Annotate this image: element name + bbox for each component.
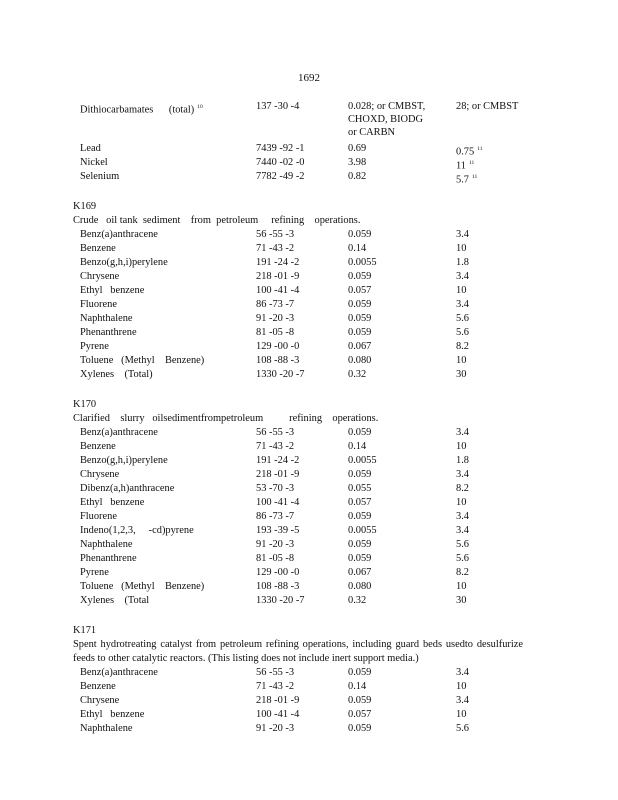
cas-number: 56 -55 -3 <box>256 667 295 678</box>
constituent-name: Benzene <box>80 243 116 254</box>
nonwastewater-standard: 3.4 <box>456 299 469 310</box>
waste-code: K171 <box>73 625 97 636</box>
cas-number: 137 -30 -4 <box>256 101 300 112</box>
constituent-name: Xylenes (Total <box>80 595 150 606</box>
cas-number: 191 -24 -2 <box>256 455 300 466</box>
cas-number: 86 -73 -7 <box>256 299 295 310</box>
nonwastewater-standard: 3.4 <box>456 667 469 678</box>
nonwastewater-standard: 3.4 <box>456 511 469 522</box>
nonwastewater-standard: 5.6 <box>456 539 469 550</box>
waste-description: Crude oil tank sediment from petroleum refining operations. <box>73 215 361 226</box>
nonwastewater-standard: 5.6 <box>456 327 469 338</box>
cas-number: 129 -00 -0 <box>256 567 300 578</box>
constituent-name: Selenium <box>80 171 120 182</box>
wastewater-standard: 0.059 <box>348 427 372 438</box>
table-row <box>73 326 543 340</box>
constituent-name: Naphthalene <box>80 313 133 324</box>
table-row <box>73 666 543 680</box>
constituent-name: Nickel <box>80 157 108 168</box>
constituent-name: Benzene <box>80 681 116 692</box>
cas-number: 193 -39 -5 <box>256 525 300 536</box>
table-row <box>73 594 543 608</box>
wastewater-standard: 0.059 <box>348 299 372 310</box>
wastewater-standard: 0.059 <box>348 553 372 564</box>
table-row <box>73 270 543 284</box>
table-row <box>73 552 543 566</box>
constituent-name: Ethyl benzene <box>80 497 145 508</box>
constituent-name: Xylenes (Total) <box>80 369 153 380</box>
regulation-table <box>73 100 543 736</box>
nonwastewater-standard: 10 <box>456 681 467 692</box>
nonwastewater-standard: 3.4 <box>456 271 469 282</box>
wastewater-standard: 0.059 <box>348 723 372 734</box>
footnote-ref: 11 <box>469 160 475 166</box>
cas-number: 218 -01 -9 <box>256 271 300 282</box>
waste-code: K170 <box>73 399 97 410</box>
nonwastewater-standard: 8.2 <box>456 483 469 494</box>
table-row <box>73 454 543 468</box>
nonwastewater-standard: 10 <box>456 243 467 254</box>
constituent-name: Benzo(g,h,i)perylene <box>80 257 168 268</box>
cas-number: 7782 -49 -2 <box>256 171 305 182</box>
nonwastewater-standard: 1.8 <box>456 257 469 268</box>
waste-code: K169 <box>73 201 97 212</box>
table-row <box>73 354 543 368</box>
waste-description: Spent hydrotreating catalyst from petroleum refining operations, including guard beds usedto desulfurize feeds to other catalytic reactors. (This listing does not include inert support media.) <box>73 639 523 664</box>
constituent-name: Ethyl benzene <box>80 709 145 720</box>
wastewater-standard: 0.32 <box>348 595 367 606</box>
constituent-name: Ethyl benzene <box>80 285 145 296</box>
table-row <box>73 284 543 298</box>
table-row <box>73 482 543 496</box>
constituent-name: Lead <box>80 143 101 154</box>
table-row <box>73 496 543 510</box>
wastewater-standard: 0.080 <box>348 355 372 366</box>
nonwastewater-standard: 10 <box>456 355 467 366</box>
footnote-ref: 11 <box>472 174 478 180</box>
wastewater-standard: 0.067 <box>348 567 372 578</box>
cas-number: 56 -55 -3 <box>256 427 295 438</box>
cas-number: 218 -01 -9 <box>256 695 300 706</box>
table-row <box>73 566 543 580</box>
cas-number: 71 -43 -2 <box>256 441 295 452</box>
wastewater-standard: 0.82 <box>348 171 367 182</box>
table-row <box>73 340 543 354</box>
wastewater-standard: 0.059 <box>348 327 372 338</box>
cas-number: 100 -41 -4 <box>256 497 300 508</box>
table-row <box>73 100 543 142</box>
table-row <box>73 298 543 312</box>
nonwastewater-standard: 10 <box>456 709 467 720</box>
wastewater-standard: 0.32 <box>348 369 367 380</box>
nonwastewater-standard: 5.6 <box>456 723 469 734</box>
constituent-name: Benz(a)anthracene <box>80 667 158 678</box>
table-row <box>73 170 543 184</box>
footnote-ref: 10 <box>197 104 203 110</box>
footnote-ref: 11 <box>477 146 483 152</box>
wastewater-standard: 0.057 <box>348 497 372 508</box>
table-row <box>73 242 543 256</box>
nonwastewater-standard: 10 <box>456 441 467 452</box>
nonwastewater-standard: 5.6 <box>456 313 469 324</box>
cas-number: 91 -20 -3 <box>256 539 295 550</box>
nonwastewater-standard: 30 <box>456 595 467 606</box>
cas-number: 7440 -02 -0 <box>256 157 305 168</box>
constituent-name: Naphthalene <box>80 539 133 550</box>
cas-number: 91 -20 -3 <box>256 313 295 324</box>
cas-number: 91 -20 -3 <box>256 723 295 734</box>
table-row <box>73 694 543 708</box>
nonwastewater-standard: 28; or CMBST <box>456 101 519 112</box>
wastewater-standard: 0.69 <box>348 143 367 154</box>
cas-number: 108 -88 -3 <box>256 581 300 592</box>
cas-number: 7439 -92 -1 <box>256 143 305 154</box>
constituent-name: Toluene (Methyl Benzene) <box>80 355 205 366</box>
table-row <box>73 468 543 482</box>
wastewater-standard: 3.98 <box>348 157 367 168</box>
wastewater-standard: 0.059 <box>348 539 372 550</box>
nonwastewater-standard: 3.4 <box>456 525 469 536</box>
wastewater-standard: 0.028; or CMBST, CHOXD, BIODG or CARBN <box>348 101 426 138</box>
cas-number: 71 -43 -2 <box>256 681 295 692</box>
nonwastewater-standard: 1.8 <box>456 455 469 466</box>
nonwastewater-standard: 10 <box>456 285 467 296</box>
table-row <box>73 524 543 538</box>
table-row <box>73 538 543 552</box>
wastewater-standard: 0.057 <box>348 709 372 720</box>
cas-number: 81 -05 -8 <box>256 327 295 338</box>
table-row <box>73 228 543 242</box>
constituent-name: Chrysene <box>80 469 120 480</box>
cas-number: 108 -88 -3 <box>256 355 300 366</box>
wastewater-standard: 0.14 <box>348 441 367 452</box>
table-row <box>73 426 543 440</box>
wastewater-standard: 0.059 <box>348 511 372 522</box>
table-row <box>73 142 543 156</box>
cas-number: 191 -24 -2 <box>256 257 300 268</box>
cas-number: 81 -05 -8 <box>256 553 295 564</box>
constituent-name: Phenanthrene <box>80 553 137 564</box>
table-row <box>73 368 543 382</box>
nonwastewater-standard: 0.75 $^{11}$ <box>456 146 483 158</box>
wastewater-standard: 0.059 <box>348 695 372 706</box>
wastewater-standard: 0.059 <box>348 667 372 678</box>
nonwastewater-standard: 5.6 <box>456 553 469 564</box>
constituent-name: Naphthalene <box>80 723 133 734</box>
waste-description: Clarified slurry oilsedimentfrompetroleum refining operations. <box>73 413 379 424</box>
waste-code-sections <box>73 200 543 736</box>
wastewater-standard: 0.059 <box>348 313 372 324</box>
wastewater-standard: 0.14 <box>348 681 367 692</box>
nonwastewater-standard: 3.4 <box>456 427 469 438</box>
wastewater-standard: 0.080 <box>348 581 372 592</box>
nonwastewater-standard: 5.7 $^{11}$ <box>456 174 478 186</box>
constituent-name: Benzo(g,h,i)perylene <box>80 455 168 466</box>
nonwastewater-standard: 30 <box>456 369 467 380</box>
wastewater-standard: 0.059 <box>348 469 372 480</box>
page-number: 1692 <box>298 72 320 84</box>
constituent-name: Chrysene <box>80 271 120 282</box>
cas-number: 218 -01 -9 <box>256 469 300 480</box>
wastewater-standard: 0.067 <box>348 341 372 352</box>
constituent-name: Fluorene <box>80 299 117 310</box>
nonwastewater-standard: 11 $^{11}$ <box>456 160 475 172</box>
table-row <box>73 312 543 326</box>
wastewater-standard: 0.0055 <box>348 525 377 536</box>
constituent-name: Pyrene <box>80 567 109 578</box>
wastewater-standard: 0.055 <box>348 483 372 494</box>
constituent-name: Benz(a)anthracene <box>80 229 158 240</box>
constituent-name: Benz(a)anthracene <box>80 427 158 438</box>
wastewater-standard: 0.0055 <box>348 455 377 466</box>
cas-number: 129 -00 -0 <box>256 341 300 352</box>
nonwastewater-standard: 3.4 <box>456 695 469 706</box>
table-row <box>73 510 543 524</box>
cas-number: 1330 -20 -7 <box>256 595 305 606</box>
table-row <box>73 722 543 736</box>
nonwastewater-standard: 3.4 <box>456 229 469 240</box>
table-row <box>73 680 543 694</box>
cas-number: 86 -73 -7 <box>256 511 295 522</box>
nonwastewater-standard: 10 <box>456 497 467 508</box>
constituent-name: Toluene (Methyl Benzene) <box>80 581 205 592</box>
wastewater-standard: 0.057 <box>348 285 372 296</box>
constituent-name: Pyrene <box>80 341 109 352</box>
constituent-name: Dithiocarbamates (total) $^{10}$ <box>80 104 203 116</box>
nonwastewater-standard: 8.2 <box>456 341 469 352</box>
wastewater-standard: 0.059 <box>348 229 372 240</box>
table-row <box>73 708 543 722</box>
constituent-name: Dibenz(a,h)anthracene <box>80 483 175 494</box>
table-row <box>73 440 543 454</box>
cas-number: 100 -41 -4 <box>256 285 300 296</box>
constituent-name: Fluorene <box>80 511 117 522</box>
cas-number: 71 -43 -2 <box>256 243 295 254</box>
wastewater-standard: 0.0055 <box>348 257 377 268</box>
wastewater-standard: 0.14 <box>348 243 367 254</box>
cas-number: 1330 -20 -7 <box>256 369 305 380</box>
cas-number: 53 -70 -3 <box>256 483 295 494</box>
nonwastewater-standard: 10 <box>456 581 467 592</box>
table-row <box>73 580 543 594</box>
nonwastewater-standard: 3.4 <box>456 469 469 480</box>
cas-number: 56 -55 -3 <box>256 229 295 240</box>
nonwastewater-standard: 8.2 <box>456 567 469 578</box>
wastewater-standard: 0.059 <box>348 271 372 282</box>
constituent-name: Benzene <box>80 441 116 452</box>
constituent-name: Indeno(1,2,3, -cd)pyrene <box>80 525 194 536</box>
cas-number: 100 -41 -4 <box>256 709 300 720</box>
table-row <box>73 156 543 170</box>
constituent-name: Phenanthrene <box>80 327 137 338</box>
table-row <box>73 256 543 270</box>
constituent-name: Chrysene <box>80 695 120 706</box>
